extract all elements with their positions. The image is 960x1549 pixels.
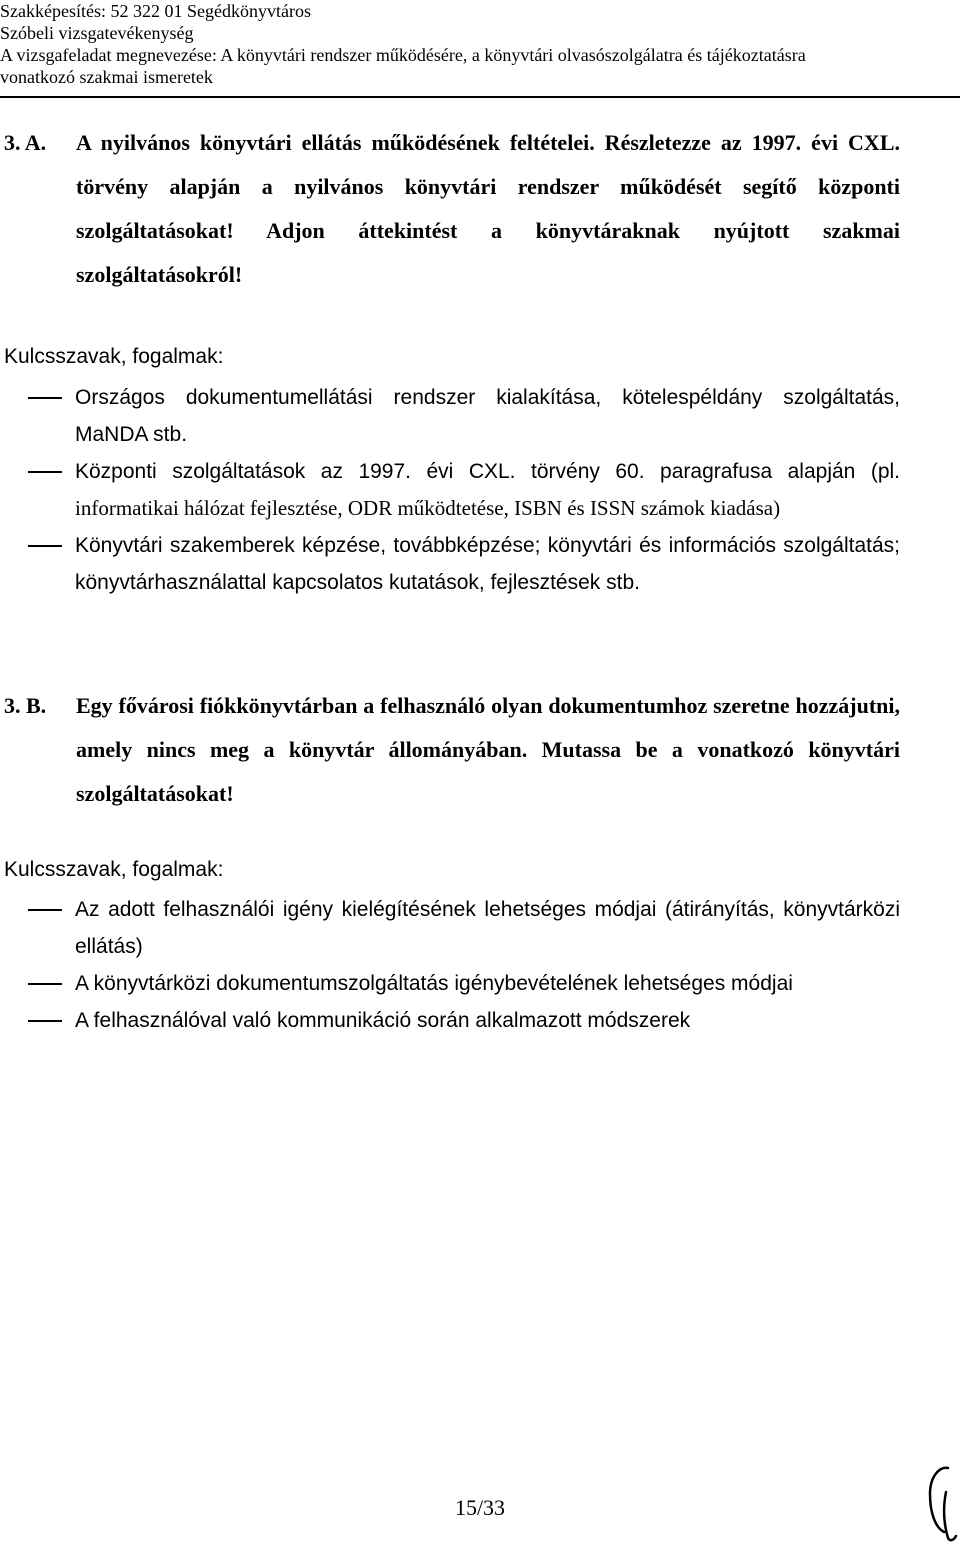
header-task-name: A vizsgafeladat megnevezése: A könyvtári rendszer működésére, a könyvtári olvasószolgálatra és tájékoztatásra [0,45,806,65]
dash-bullet [28,1020,62,1022]
list-item-text: A felhasználóval való kommunikáció során alkalmazott módszerek [75,1009,691,1032]
keyword-list-3a [0,379,900,601]
question-text: A nyilvános könyvtári ellátás működésének feltételei. Részletezze az 1997. évi CXL. törvény alapján a nyilvános könyvtári rendszer működését segítő központi szolgáltatásokat! Adjon áttekintést a könyvtáraknak nyújtott szakmai szolgáltatásokról! [76,130,900,287]
list-item [0,379,900,453]
question-3a [4,121,900,297]
keyword-list-3b [0,891,900,1039]
list-item-continued [0,490,900,527]
question-number: 3. A. [4,130,47,155]
list-item [0,965,900,1002]
dash-bullet [28,909,62,911]
question-3b [4,684,900,816]
list-item [0,891,900,965]
list-item-text: A könyvtárközi dokumentumszolgáltatás igénybevételének lehetséges módjai [75,972,793,995]
list-item-text: Az adott felhasználói igény kielégítésének lehetséges módjai (átirányítás, könyvtárközi ellátás) [75,898,900,958]
list-item [0,1002,900,1039]
dash-bullet [28,471,62,473]
header-task-name-continued: vonatkozó szakmai ismeretek [0,67,213,87]
question-number: 3. B. [4,693,47,718]
handwritten-initial-icon [918,1462,960,1546]
dash-bullet [28,397,62,399]
list-item-text: Könyvtári szakemberek képzése, továbbképzése; könyvtári és információs szolgáltatás; könyvtárhasználattal kapcsolatos kutatások, fejlesztések stb. [75,534,900,594]
keywords-label: Kulcsszavak, fogalmak: [4,345,224,368]
keywords-label: Kulcsszavak, fogalmak: [4,858,224,881]
header-exam-type: Szóbeli vizsgatevékenység [0,23,194,43]
list-item [0,453,900,490]
dash-bullet [28,983,62,985]
dash-bullet [28,545,62,547]
question-text: Egy fővárosi fiókkönyvtárban a felhasználó olyan dokumentumhoz szeretne hozzájutni, amely nincs meg a könyvtár állományában. Mutassa be a vonatkozó könyvtári szolgáltatásokat! [76,693,900,806]
list-item [0,527,900,601]
list-item-text: Központi szolgáltatások az 1997. évi CXL. törvény 60. paragrafusa alapján (pl. [75,460,900,483]
page-header [0,0,960,98]
list-item-text: informatikai hálózat fejlesztése, ODR működtetése, ISBN és ISSN számok kiadása) [75,496,781,520]
header-qualification: Szakképesítés: 52 322 01 Segédkönyvtáros [0,1,311,21]
page-number: 15/33 [454,1495,506,1520]
list-item-text: Országos dokumentumellátási rendszer kialakítása, kötelespéldány szolgáltatás, MaNDA stb. [75,386,900,446]
